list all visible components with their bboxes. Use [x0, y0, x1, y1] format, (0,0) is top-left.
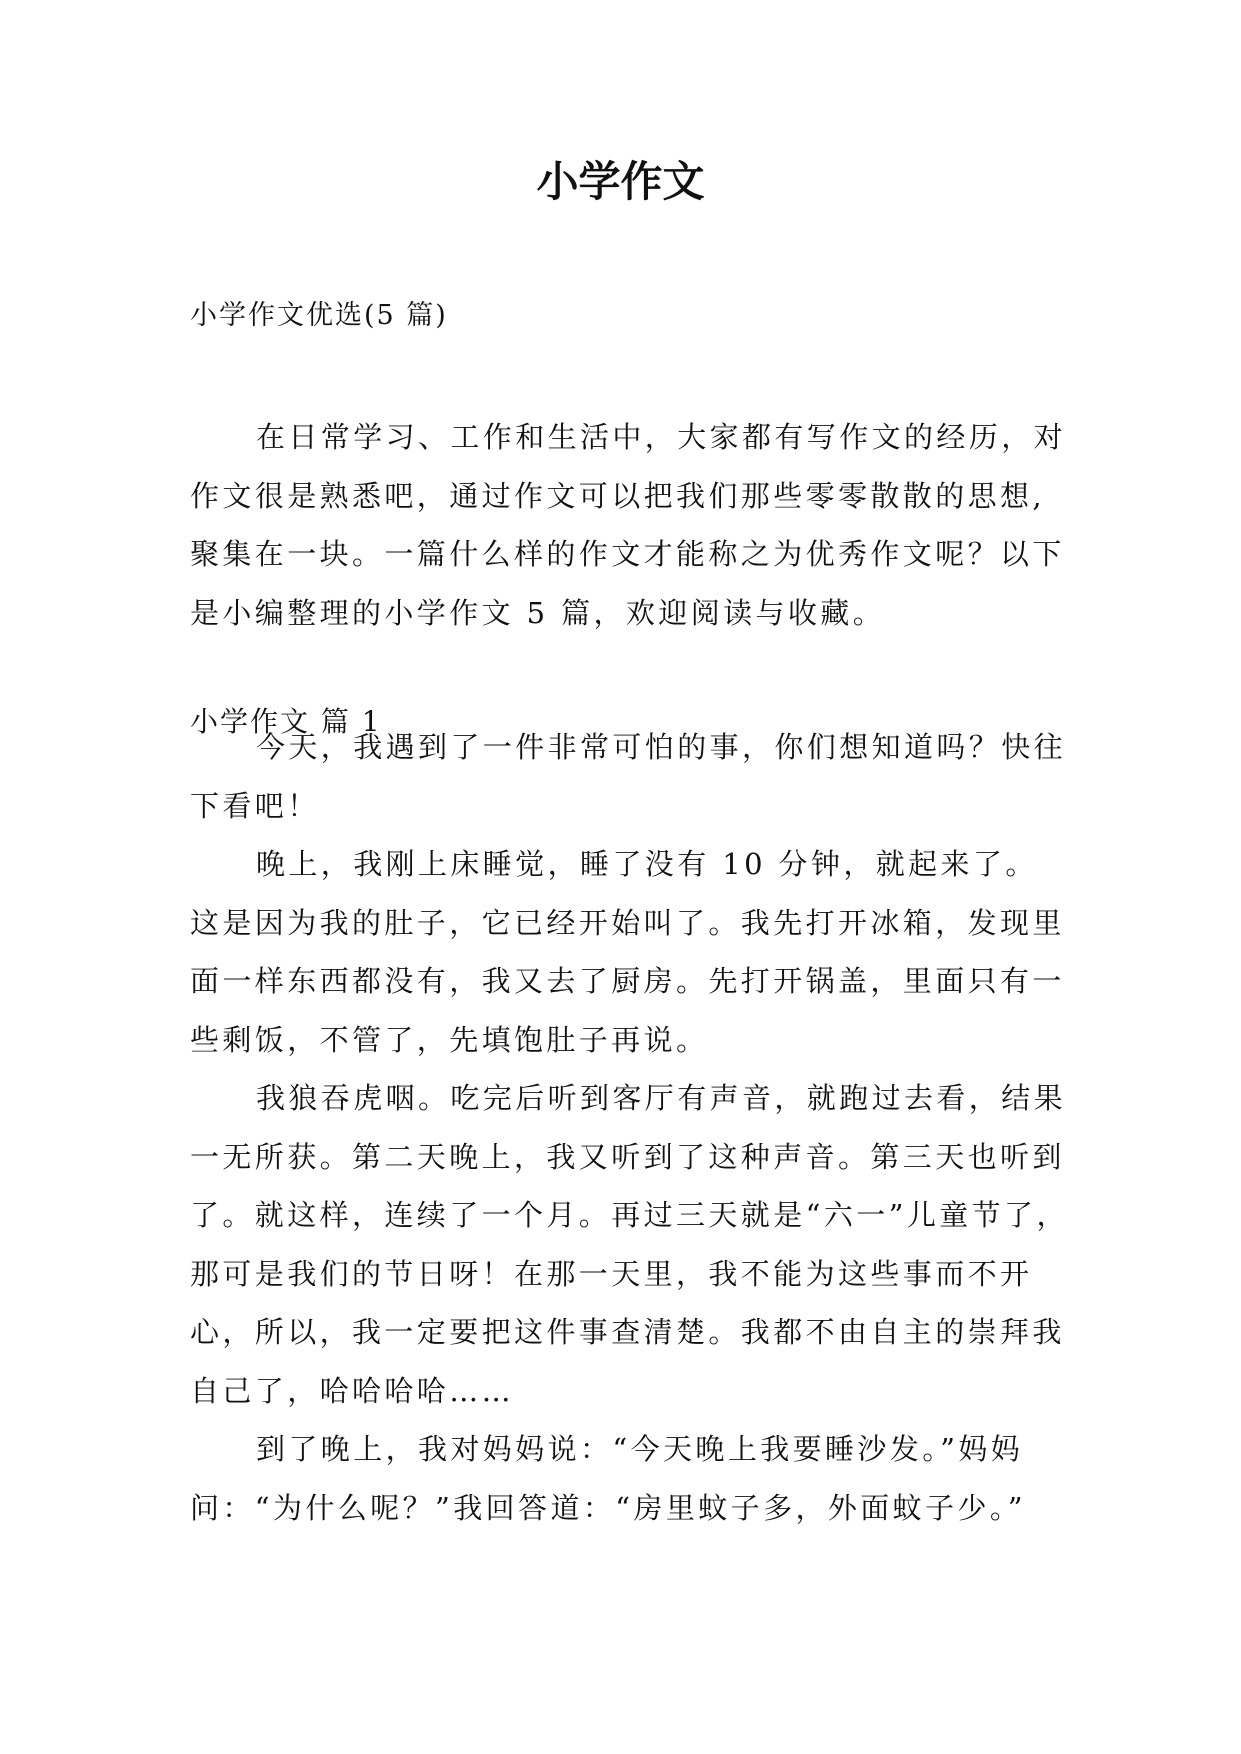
- intro-section: [190, 408, 1070, 642]
- essay-paragraph-3: 我狼吞虎咽。吃完后听到客厅有声音，就跑过去看，结果一无所获。第二天晚上，我又听到了这种声音。第三天也听到了。就这样，连续了一个月。再过三天就是“六一”儿童节了，那可是我们的节日呀！在那一天里，我不能为这些事而不开心，所以，我一定要把这件事查清楚。我都不由自主的崇拜我自己了，哈哈哈哈……: [190, 1081, 1069, 1408]
- essay-paragraph-4: 到了晚上，我对妈妈说：“今天晚上我要睡沙发。”妈妈问：“为什么呢？”我回答道：“房里蚊子多，外面蚊子少。”: [190, 1432, 1027, 1525]
- section-heading-1: 小学作文 篇 1: [190, 705, 382, 738]
- document-subtitle: 小学作文优选(5 篇): [190, 300, 448, 331]
- essay-body: [190, 718, 1070, 1537]
- essay-paragraph-2: 晚上，我刚上床睡觉，睡了没有 10 分钟，就起来了。这是因为我的肚子，它已经开始叫了。我先打开冰箱，发现里面一样东西都没有，我又去了厨房。先打开锅盖，里面只有一些剩饭，不管了，先填饱肚子再说。: [190, 847, 1065, 1057]
- essay-paragraph-1: 今天，我遇到了一件非常可怕的事，你们想知道吗？快往下看吧！: [190, 730, 1067, 823]
- document-title: 小学作文: [536, 157, 705, 206]
- intro-paragraph: 在日常学习、工作和生活中，大家都有写作文的经历，对作文很是熟悉吧，通过作文可以把我们那些零零散散的思想,聚集在一块。一篇什么样的作文才能称之为优秀作文呢？以下是小编整理的小学作文 5 篇，欢迎阅读与收藏。: [190, 420, 1067, 630]
